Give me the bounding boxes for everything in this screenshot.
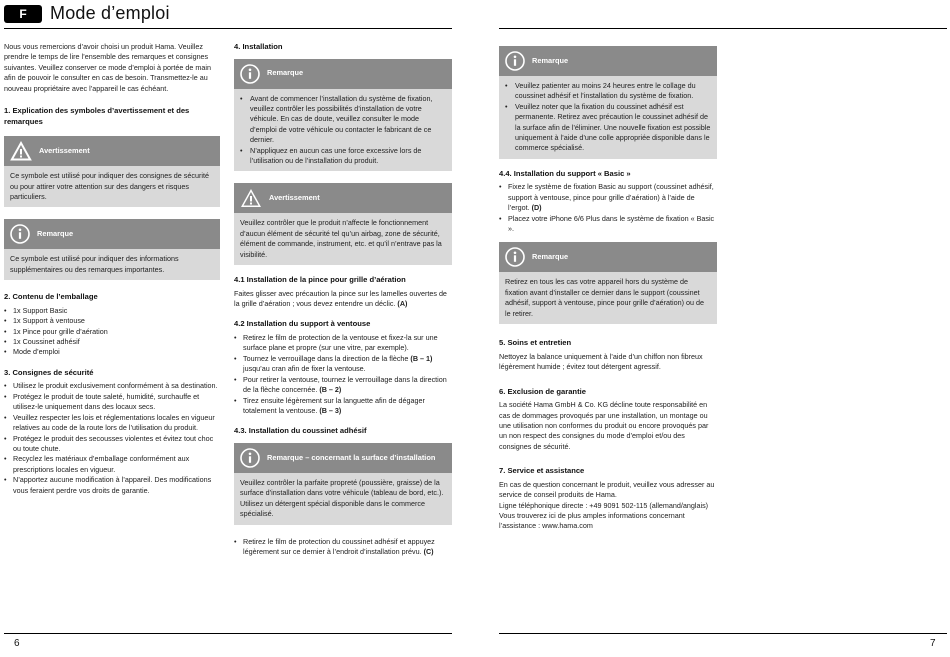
list-item: • N’appliquez en aucun cas une force excessive lors de l’utilisation ou de l’installation du produit. — [240, 146, 446, 167]
bottom-rule — [499, 633, 947, 634]
list-item: • Tirez ensuite légèrement sur la languette afin de dégager totalement la ventouse. (B – 3) — [234, 396, 452, 417]
warning-triangle-icon — [240, 188, 262, 208]
adhesive-note-box — [499, 46, 717, 159]
info-circle-icon — [240, 64, 260, 84]
warning-triangle-icon — [10, 141, 32, 161]
list-item: • Retirez le film de protection de la ventouse et fixez-la sur une surface plane et propre (sur une vitre, par exemple). — [234, 333, 452, 354]
adhesive-list — [234, 537, 452, 558]
section-7-line-3: Vous trouverez ici de plus amples informations concernant l’assistance : www.hama.com — [499, 510, 685, 531]
list-item: • 1x Support à ventouse — [4, 316, 220, 326]
list-item: • Protégez le produit des secousses violentes et évitez tout choc ou toute chute. — [4, 434, 220, 455]
list-item: • Veuillez respecter les lois et réglementations locales en vigueur relatives au code de la route lors de l’utilisation du produit. — [4, 413, 220, 434]
surface-note-box — [234, 443, 452, 525]
package-contents-list — [4, 306, 220, 358]
section-1-title: 1. Explication des symboles d’avertissement et des remarques — [4, 106, 190, 126]
section-4-2-title: 4.2 Installation du support à ventouse — [234, 319, 371, 329]
note-label: Remarque — [267, 68, 304, 78]
language-badge: F — [4, 5, 42, 23]
basic-list — [499, 182, 717, 234]
header — [4, 3, 170, 24]
info-circle-icon — [240, 448, 260, 468]
section-7-title: 7. Service et assistance — [499, 466, 585, 476]
list-item: • Pour retirer la ventouse, tournez le verrouillage dans la direction de la flèche concernée. (B – 2) — [234, 375, 452, 396]
safety-list — [4, 381, 220, 495]
section-5-title: 5. Soins et entretien — [499, 338, 572, 348]
warning-text: Veuillez contrôler que le produit n’affecte le fonctionnement d’aucun élément de sécurité tel qu’un airbag, zone de sécurité, élément de commande, instrument, etc. et qu’il n’entrave pas la visibilité. — [234, 213, 452, 265]
list-item: • 1x Pince pour grille d’aération — [4, 327, 220, 337]
top-rule — [4, 28, 452, 29]
top-rule — [499, 28, 947, 29]
page-number: 6 — [14, 638, 20, 649]
list-item: • 1x Support Basic — [4, 306, 220, 316]
warning-text: Ce symbole est utilisé pour indiquer des consignes de sécurité ou pour attirer votre attention sur des dangers et risques particuliers. — [4, 166, 220, 207]
page-right — [475, 0, 950, 657]
info-circle-icon — [505, 51, 525, 71]
column-2 — [234, 42, 452, 557]
list-item: • 1x Coussinet adhésif — [4, 337, 220, 347]
list-item: • Recyclez les matériaux d’emballage conformément aux prescriptions locales en vigueur. — [4, 454, 220, 475]
bottom-rule — [4, 633, 452, 634]
warning-box — [4, 136, 220, 207]
page-number: 7 — [930, 638, 936, 649]
section-4-1-text: Faites glisser avec précaution la pince sur les lamelles ouvertes de la grille d’aération ; vous devez entendre un déclic. (A) — [234, 288, 447, 309]
section-7-line-1: En cas de question concernant le produit, veuillez vous adresser au service de conseil produits de Hama. — [499, 479, 715, 500]
document-title: Mode d’emploi — [50, 3, 170, 23]
device-note-box — [499, 242, 717, 324]
list-item: • Tournez le verrouillage dans la direction de la flèche (B – 1) jusqu’au cran afin de fixer la ventouse. — [234, 354, 452, 375]
section-3-title: 3. Consignes de sécurité — [4, 367, 94, 377]
note-box — [4, 219, 220, 280]
column-1 — [4, 42, 220, 496]
note-label: Remarque — [532, 55, 569, 65]
intro-text: Nous vous remercions d’avoir choisi un produit Hama. Veuillez prendre le temps de lire l’ensemble des remarques et consignes suivantes. Veuillez conserver ce mode d’emploi à portée de main afin de pouvoir le consulter en cas de besoin. Transmettez-le au nouveau propriétaire avec l’appareil le cas échéant. — [4, 42, 211, 93]
list-item: • N’apportez aucune modification à l’appareil. Des modifications vous feraient perdre vos droits de garantie. — [4, 475, 220, 496]
note-text: Retirez en tous les cas votre appareil hors du système de fixation avant d’installer ce dernier dans le support (coussinet adhésif, support à ventouse, pince pour grille d’aération) ou de le retirer. — [499, 272, 717, 324]
section-5-text: Nettoyez la balance uniquement à l’aide d’un chiffon non fibreux légèrement humide ; évitez tout détergent agressif. — [499, 351, 703, 372]
section-2-title: 2. Contenu de l’emballage — [4, 292, 98, 302]
suction-list — [234, 333, 452, 416]
list-item: • Utilisez le produit exclusivement conformément à sa destination. — [4, 381, 220, 391]
list-item: • Mode d’emploi — [4, 347, 220, 357]
list-item: • Retirez le film de protection du coussinet adhésif et appuyez légèrement sur ce dernier à l’endroit d’installation prévu. (C) — [234, 537, 452, 558]
section-7-line-2: Ligne téléphonique directe : +49 9091 502-115 (allemand/anglais) — [499, 500, 709, 510]
note-label: Remarque — [532, 252, 569, 262]
note-text: Ce symbole est utilisé pour indiquer des informations supplémentaires ou des remarques importantes. — [4, 249, 220, 280]
note-label: Remarque — [37, 229, 74, 239]
column-3 — [499, 36, 717, 532]
list-item: • Fixez le système de fixation Basic au support (coussinet adhésif, support à ventouse, pince pour grille d’aération) à l’aide de l’ergot. (D) — [499, 182, 717, 213]
info-circle-icon — [505, 247, 525, 267]
installation-warning-box — [234, 183, 452, 265]
section-6-text: La société Hama GmbH & Co. KG décline toute responsabilité en cas de dommages provoqués par une installation, un montage ou une utilisation non conformes du produit ou encore provoqués par un non respect des consignes du mode d’emploi et/ou des consignes de sécurité. — [499, 400, 709, 451]
list-item: • Veuillez patienter au moins 24 heures entre le collage du coussinet adhésif et l’installation du système de fixation. — [505, 81, 711, 102]
note-label: Remarque – concernant la surface d’installation — [267, 452, 436, 462]
section-4-1-title: 4.1 Installation de la pince pour grille d’aération — [234, 275, 406, 285]
info-circle-icon — [10, 224, 30, 244]
section-4-4-title: 4.4. Installation du support « Basic » — [499, 168, 631, 178]
warning-label: Avertissement — [39, 146, 90, 156]
list-item: • Avant de commencer l’installation du système de fixation, veuillez contrôler les possibilités d’installation de votre véhicule. En cas de doute, veuillez consulter le mode d’emploi de votre véhicule ou contacter le fabricant de ce dernier. — [240, 94, 446, 146]
note-text: Veuillez contrôler la parfaite propreté (poussière, graisse) de la surface d’installation dans votre véhicule (tableau de bord, etc.). Utilisez un détergent spécial disponible dans le commerce spécialisé. — [234, 473, 452, 525]
warning-label: Avertissement — [269, 193, 320, 203]
list-item: • Placez votre iPhone 6/6 Plus dans le système de fixation « Basic ». — [499, 214, 717, 235]
section-4-title: 4. Installation — [234, 42, 283, 51]
list-item: • Protégez le produit de toute saleté, humidité, surchauffe et utilisez-le uniquement dans des locaux secs. — [4, 392, 220, 413]
section-6-title: 6. Exclusion de garantie — [499, 386, 586, 396]
list-item: • Veuillez noter que la fixation du coussinet adhésif est permanente. Retirez avec précaution le coussinet adhésif de la surface afin de l’éliminer. Une nouvelle fixation est possible uniquement à l’aide d’une colle appropriée disponible dans le commerce spécialisé. — [505, 102, 711, 154]
section-4-3-title: 4.3. Installation du coussinet adhésif — [234, 426, 367, 436]
installation-note-box — [234, 59, 452, 172]
